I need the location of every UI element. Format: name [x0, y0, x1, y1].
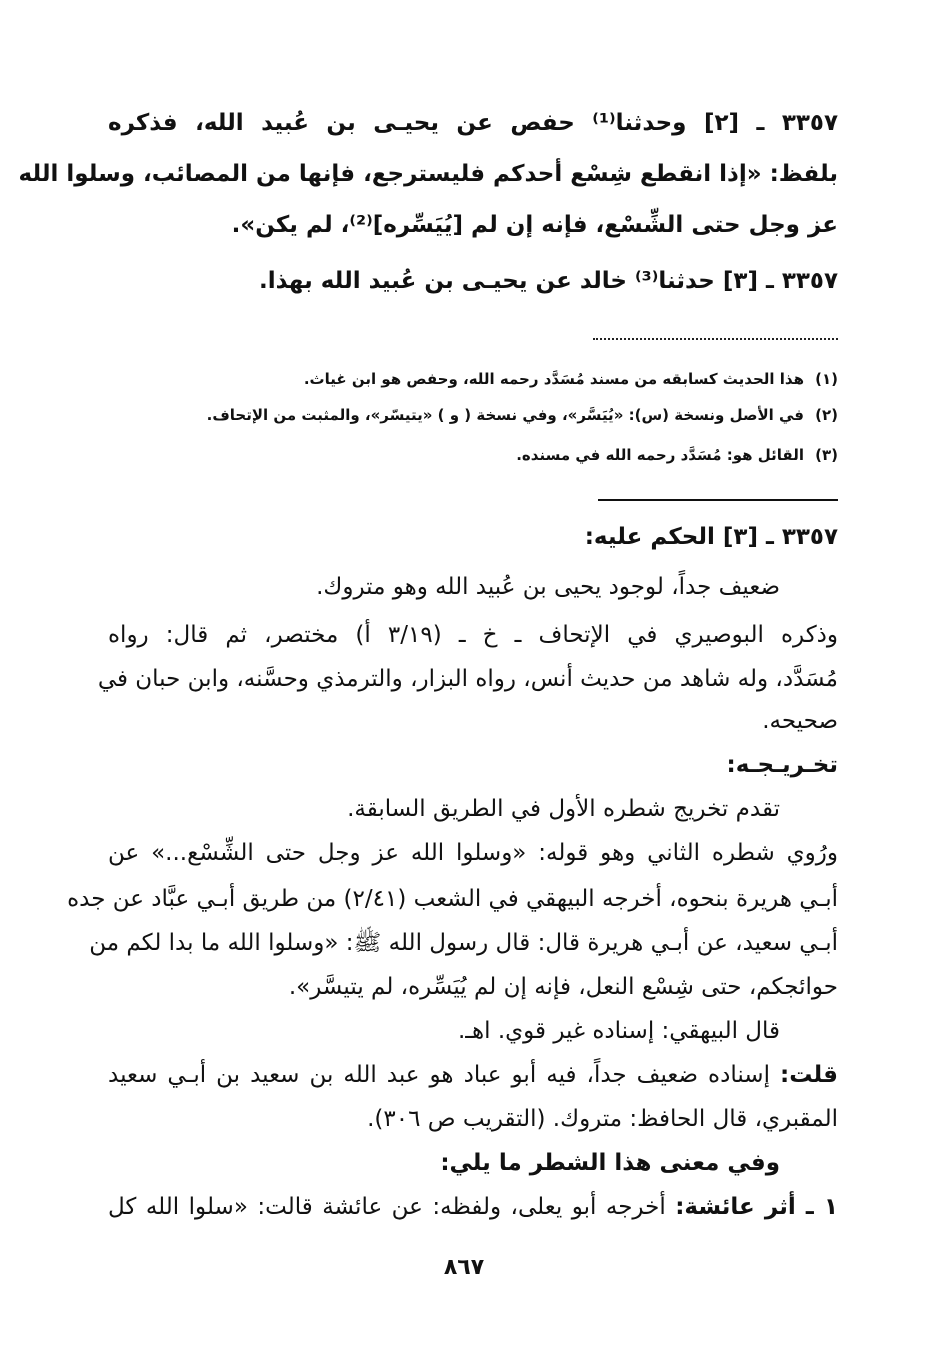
footnote-number: (٢) [815, 406, 838, 424]
hadith-line-3: عز وجل حتى الشِّسْع، فإنه إن لم [يُيَسِّره]⁽²⁾، لم يكن». [231, 212, 838, 238]
meaning-heading: وفي معنى هذا الشطر ما يلي: [440, 1150, 780, 1176]
footnote-number: (١) [815, 370, 838, 388]
takhrij-paragraph-2-line-2: أبـي هريرة بنحوه، أخرجه البيهقي في الشعب (٢/٤١) من طريق أبـي عبَّاد عن جده [67, 886, 838, 912]
page-number: ٨٦٧ [443, 1255, 485, 1280]
ruling-paragraph-2-line-3: صحيحه. [762, 708, 838, 734]
bayhaqi-statement: قال البيهقي: إسناده غير قوي. اهـ. [457, 1018, 780, 1044]
takhrij-paragraph-2-line-3: أبـي سعيد، عن أبـي هريرة قال: قال رسول الله ﷺ: «وسلوا الله ما بدا لكم من [89, 930, 838, 956]
qultu-text: إسناده ضعيف جداً، فيه أبو عباد هو عبد الله بن سعيد بن أبـي سعيد [108, 1062, 780, 1088]
qultu-label: قلت: [780, 1062, 838, 1088]
footnote-text: القائل هو: مُسَدَّد رحمه الله في مسنده. [516, 446, 804, 464]
footnote-2 [108, 406, 838, 424]
footnote-number: (٣) [815, 446, 838, 464]
ruling-paragraph-2-line-1: وذكره البوصيري في الإتحاف ـ خ ـ (٣/١٩ أ) مختصر، ثم قال: رواه [108, 622, 838, 648]
list-item-label: ١ ـ أثر عائشة: [675, 1194, 838, 1220]
takhrij-paragraph-2-line-1: ورُوي شطره الثاني وهو قوله: «وسلوا الله عز وجل حتى الشِّسْع...» عن [108, 840, 838, 866]
takhrij-heading: تخـريـجـه: [726, 752, 838, 778]
ruling-paragraph-1: ضعيف جداً، لوجود يحيى بن عُبيد الله وهو متروك. [316, 574, 780, 600]
hadith-line-1: ٣٣٥٧ ـ [٢] وحدثنا⁽¹⁾ حفص عن يحيـى بن عُبيد الله، فذكره [108, 110, 839, 136]
footnote-separator [593, 338, 838, 340]
footnote-text: في الأصل ونسخة (س): «يُيَسَّر»، وفي نسخة ( و ) «يتيسّر»، والمثبت من الإتحاف. [206, 406, 804, 424]
qultu-line-2: المقبري، قال الحافظ: متروك. (التقريب ص ٣٠٦). [367, 1106, 838, 1132]
ruling-paragraph-2-line-2: مُسَدَّد، وله شاهد من حديث أنس، رواه البزار، والترمذي وحسَّنه، وابن حبان في [97, 666, 838, 692]
takhrij-paragraph-2-line-4: حوائجكم، حتى شِسْع النعل، فإنه إن لم يُيَسِّره، لم يتيسَّر». [288, 974, 838, 1000]
qultu-line-1 [108, 1062, 838, 1090]
footnote-text: هذا الحديث كسابقه من مسند مُسَدَّد رحمه الله، وحفص هو ابن غياث. [303, 370, 804, 388]
list-item-aisha [108, 1194, 838, 1222]
footnote-1 [108, 370, 838, 388]
takhrij-paragraph-1: تقدم تخريج شطره الأول في الطريق السابقة. [347, 796, 780, 822]
list-item-text: أخرجه أبو يعلى، ولفظه: عن عائشة قالت: «سلوا الله كل [108, 1194, 676, 1220]
hadith-line-4: ٣٣٥٧ ـ [٣] حدثنا⁽³⁾ خالد عن يحيـى بن عُبيد الله بهذا. [259, 268, 838, 294]
footnote-3 [108, 446, 838, 464]
section-divider [598, 499, 838, 501]
ruling-heading: ٣٣٥٧ ـ [٣] الحكم عليه: [584, 524, 838, 550]
hadith-line-2: بلفظ: «إذا انقطع شِسْع أحدكم فليسترجع، فإنها من المصائب، وسلوا الله [18, 161, 838, 187]
